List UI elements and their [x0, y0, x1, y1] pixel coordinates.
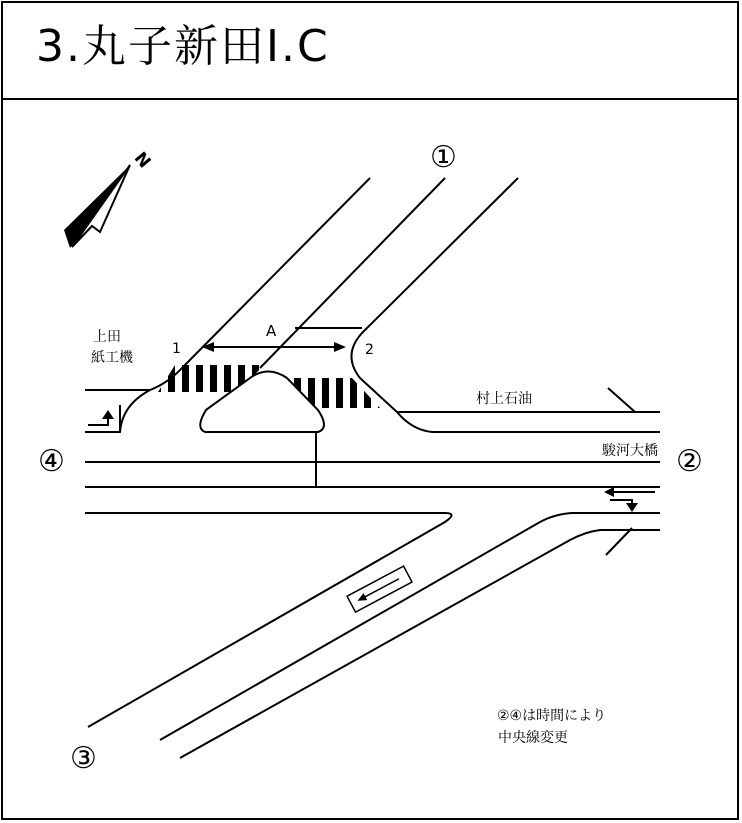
- a-label: A: [266, 322, 277, 340]
- lower-road-center-line: [160, 513, 660, 740]
- right-road-upper-edge: [397, 412, 660, 432]
- note-line1: ②④は時間により: [497, 708, 607, 724]
- compass-n-label: N: [129, 148, 155, 173]
- lower-right-spur: [606, 528, 632, 555]
- kamida-label-line1: 上田: [93, 329, 121, 345]
- signal-2-label: 2: [365, 342, 374, 358]
- surugaohashi-label: 駿河大橋: [602, 443, 658, 459]
- right-road-spur: [608, 388, 635, 412]
- direction-3-label: ③: [70, 741, 97, 776]
- direction-2-label: ②: [676, 444, 703, 479]
- note-line2: 中央線変更: [498, 730, 568, 746]
- kamida-label-line2: 紙工機: [91, 350, 133, 366]
- road-edges: [85, 178, 660, 758]
- lower-road-left-edge: [85, 513, 452, 727]
- direction-4-label: ④: [38, 444, 65, 479]
- upper-road-right-edge: [351, 178, 518, 412]
- a-dimension-arrow: [202, 342, 346, 352]
- signal-1-label: 1: [172, 341, 181, 357]
- upper-road-center-line: [260, 178, 445, 368]
- murakami-label: 村上石油: [476, 391, 532, 407]
- direction-1-label: ①: [430, 140, 457, 175]
- lane-arrows: [88, 410, 655, 612]
- compass-icon: [64, 149, 154, 248]
- page-title: 3.丸子新田I.C: [36, 21, 330, 72]
